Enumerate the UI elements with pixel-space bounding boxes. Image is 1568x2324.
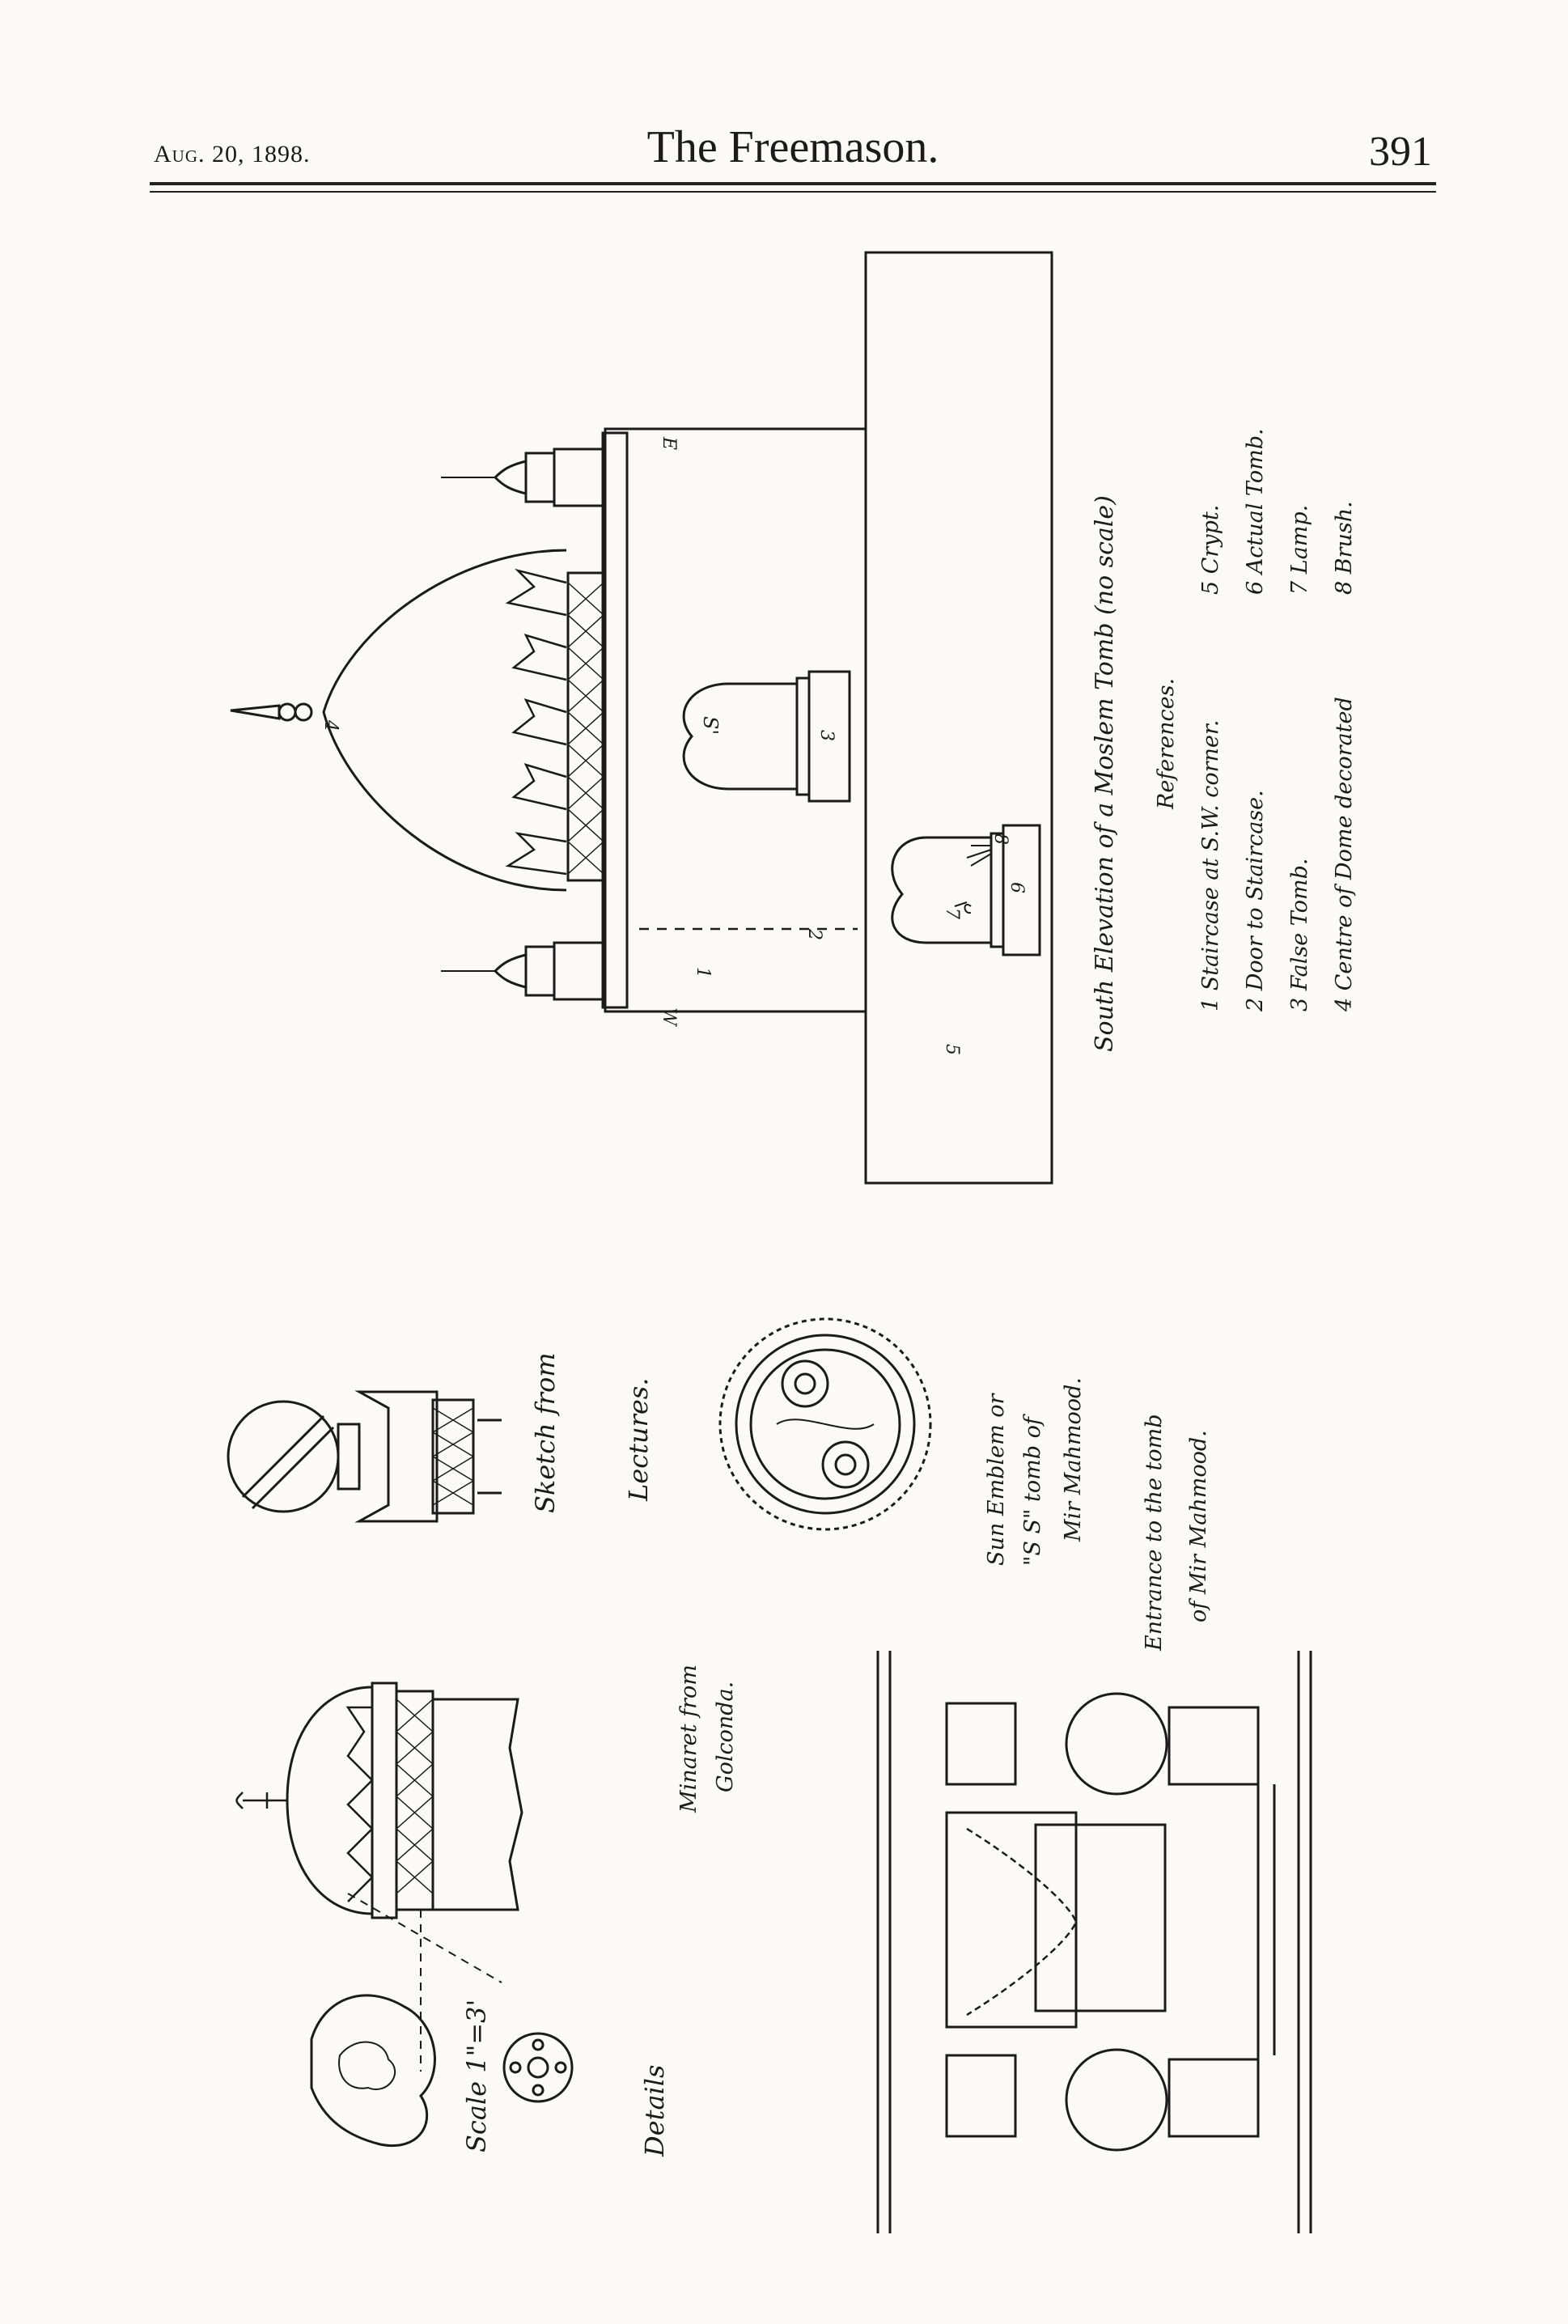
minaret-shaft [433, 1699, 522, 1910]
entrance-doorframe [947, 1813, 1076, 2027]
sun-emblem [720, 1319, 930, 1529]
dome-finial-spike [231, 706, 279, 719]
sketch-figure [228, 1392, 502, 1521]
dome-finial-ball [295, 704, 311, 720]
minaret-caption-2: Golconda. [713, 1681, 738, 1792]
sun-emblem-eye-2 [823, 1442, 868, 1487]
entrance-door [1036, 1825, 1165, 2011]
ref-mark-3: 3 [816, 730, 837, 741]
sun-caption-1: Sun Emblem or [984, 1393, 1009, 1566]
ref-mark-7: 7 [942, 908, 962, 919]
ref-mark-6: 6 [1006, 882, 1027, 893]
sketch-caption-1: Sketch from [530, 1352, 561, 1513]
ref-mark-8: 8 [990, 833, 1011, 845]
references-heading: References. [1154, 677, 1179, 809]
page-number: 391 [1369, 129, 1432, 175]
minaret-west [554, 943, 603, 999]
sketch-band [433, 1400, 473, 1513]
minaret-east-band [526, 453, 554, 502]
reference-6: 6 Actual Tomb. [1243, 428, 1268, 595]
detail-shield [311, 1995, 434, 2146]
details-label: Details [639, 2064, 670, 2156]
details-scale: Scale 1"=3' [461, 1999, 492, 2152]
entrance-pillar-right [1169, 2059, 1258, 2136]
sun-caption-2: "S S" tomb of [1020, 1417, 1045, 1566]
minaret-west-cap [495, 955, 526, 987]
minaret-dome [287, 1687, 372, 1914]
sketch-bowl [359, 1392, 437, 1521]
reference-4: 4 Centre of Dome decorated [1332, 697, 1357, 1011]
entrance-ball-right [1066, 2050, 1167, 2150]
entrance-figure [878, 1651, 1311, 2233]
sun-caption-3: Mir Mahmood. [1061, 1377, 1086, 1542]
sketch-caption-2: Lectures. [623, 1377, 654, 1501]
reference-7: 7 Lamp. [1287, 504, 1312, 595]
ref-mark-4: 4 [320, 720, 341, 732]
ref-mark-2: 2 [804, 929, 824, 940]
issue-date: Aug. 20, 1898. [154, 141, 311, 168]
label-east: E [659, 437, 679, 451]
minaret-collar [372, 1683, 396, 1918]
tomb-caption: South Elevation of a Moslem Tomb (no scale) [1091, 495, 1119, 1052]
entrance-caption-2: of Mir Mahmood. [1186, 1430, 1211, 1622]
ref-mark-1: 1 [693, 967, 713, 978]
entrance-window-right [947, 2055, 1015, 2136]
reference-3: 3 False Tomb. [1287, 858, 1312, 1011]
reference-2: 2 Door to Staircase. [1243, 790, 1268, 1011]
label-s1: S' [699, 716, 722, 736]
detail-rosette [504, 2034, 572, 2101]
minaret-west-band [526, 947, 554, 995]
minaret-east-cap [495, 461, 526, 494]
entrance-caption-1: Entrance to the tomb [1142, 1414, 1167, 1651]
tomb-elevation [231, 243, 1052, 1183]
entrance-ball-left [1066, 1694, 1167, 1794]
sun-emblem-eye-1 [782, 1361, 828, 1406]
minaret-caption-1: Minaret from [676, 1665, 701, 1813]
details-figure [311, 1995, 572, 2146]
false-tomb [684, 684, 797, 789]
label-west: W [659, 1007, 679, 1026]
ref-mark-5: 5 [942, 1044, 962, 1055]
tomb-platform [605, 429, 866, 1011]
actual-tomb [892, 838, 991, 943]
entrance-pillar-left [1169, 1707, 1258, 1784]
brush-mark [967, 846, 991, 866]
entrance-window-left [947, 1703, 1015, 1784]
journal-title: The Freemason. [646, 122, 939, 172]
reference-5: 5 Crypt. [1198, 504, 1223, 595]
reference-1: 1 Staircase at S.W. corner. [1198, 719, 1223, 1011]
minaret-east [554, 449, 603, 506]
reference-8: 8 Brush. [1332, 501, 1357, 595]
